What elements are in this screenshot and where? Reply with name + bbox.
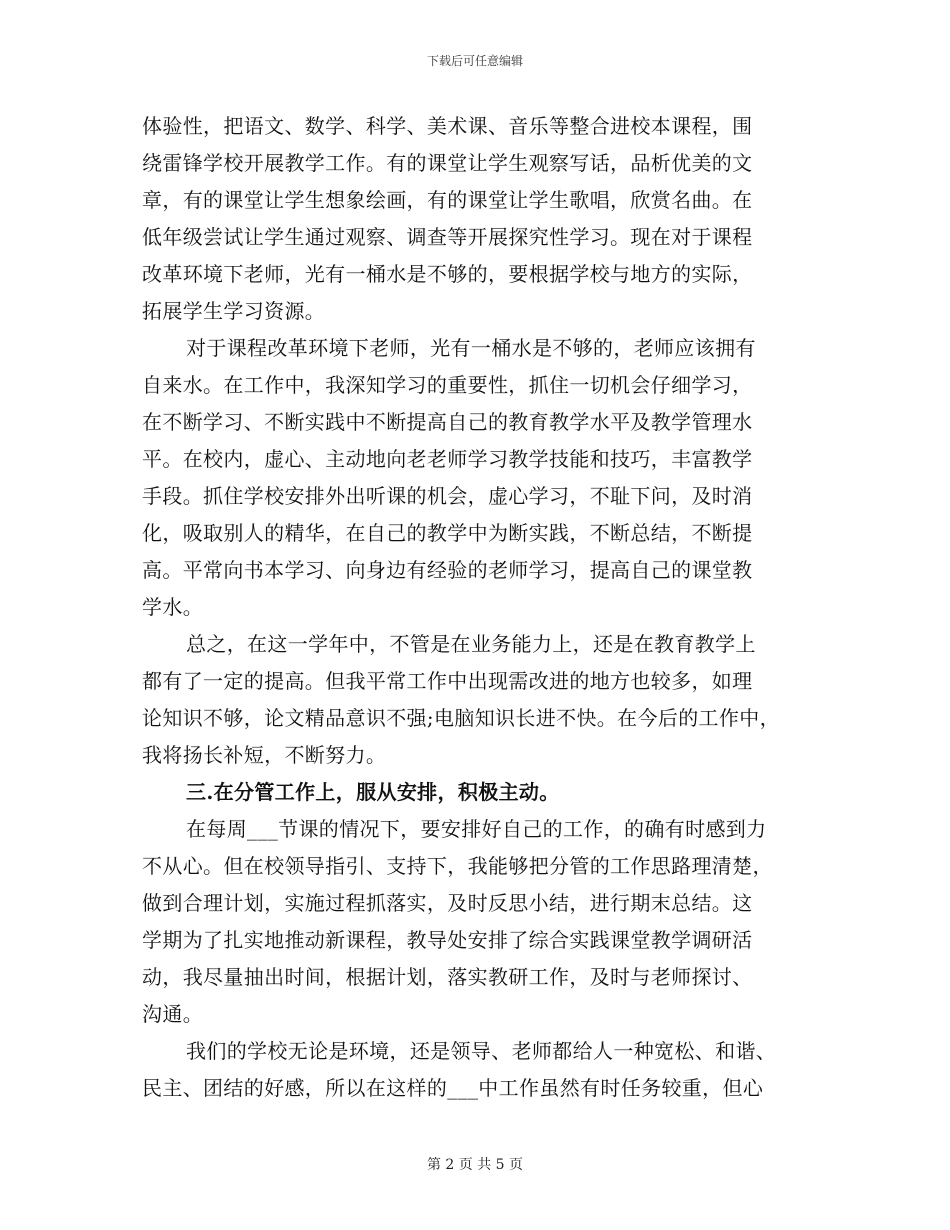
text-line: 自来水。在工作中，我深知学习的重要性，抓住一切机会仔细学习， [142,373,753,397]
text-line: 动，我尽量抽出时间，根据计划，落实教研工作，及时与老师探讨、 [142,965,753,989]
text-line: 绕雷锋学校开展教学工作。有的课堂让学生观察写话，品析优美的文 [142,151,753,175]
text-line: 高。平常向书本学习、向身边有经验的老师学习，提高自己的课堂教 [142,558,753,582]
text-line: 做到合理计划，实施过程抓落实，及时反思小结，进行期末总结。这 [142,891,753,915]
text-line: 不从心。但在校领导指引、支持下，我能够把分管的工作思路理清楚， [142,854,773,878]
text-line: 改革环境下老师，光有一桶水是不够的，要根据学校与地方的实际， [142,262,753,286]
text-line: 化，吸取别人的精华，在自己的教学中为断实践，不断总结，不断提 [142,521,753,545]
page-number: 第 2 页 共 5 页 [426,1157,524,1173]
section-heading: 三.在分管工作上，服从安排，积极主动。 [186,780,560,804]
paragraph-first-line: 我们的学校无论是环境，还是领导、老师都给人一种宽松、和谐、 [186,1039,777,1063]
text-line: 都有了一定的提高。但我平常工作中出现需改进的地方也较多，如理 [142,669,753,693]
document-body [142,108,814,1107]
page-header: 下载后可任意编辑 [426,54,523,68]
text-line: 学水。 [142,595,204,619]
text-line: 论知识不够，论文精品意识不强;电脑知识长进不快。在今后的工作中， [142,706,780,730]
text-line: 我将扬长补短，不断努力。 [142,743,387,767]
text-line: 民主、团结的好感，所以在这样的___中工作虽然有时任务较重，但心 [142,1076,764,1100]
text-line: 在不断学习、不断实践中不断提高自己的教育教学水平及教学管理水 [142,410,753,434]
text-line: 体验性，把语文、数学、科学、美术课、音乐等整合进校本课程，围 [142,114,753,138]
text-line: 章，有的课堂让学生想象绘画，有的课堂让学生歌唱，欣赏名曲。在 [142,188,753,212]
paragraph-first-line: 在每周___节课的情况下，要安排好自己的工作，的确有时感到力 [186,817,767,841]
text-line: 学期为了扎实地推动新课程，教导处安排了综合实践课堂教学调研活 [142,928,753,952]
text-line: 低年级尝试让学生通过观察、调查等开展探究性学习。现在对于课程 [142,225,753,249]
text-line: 拓展学生学习资源。 [142,299,326,323]
paragraph-first-line: 对于课程改革环境下老师，光有一桶水是不够的，老师应该拥有 [186,336,756,360]
text-line: 平。在校内，虚心、主动地向老老师学习教学技能和技巧，丰富教学 [142,447,753,471]
text-line: 手段。抓住学校安排外出听课的机会，虚心学习，不耻下问，及时消 [142,484,753,508]
paragraph-first-line: 总之，在这一学年中，不管是在业务能力上，还是在教育教学上 [186,632,756,656]
text-line: 沟通。 [142,1002,204,1026]
